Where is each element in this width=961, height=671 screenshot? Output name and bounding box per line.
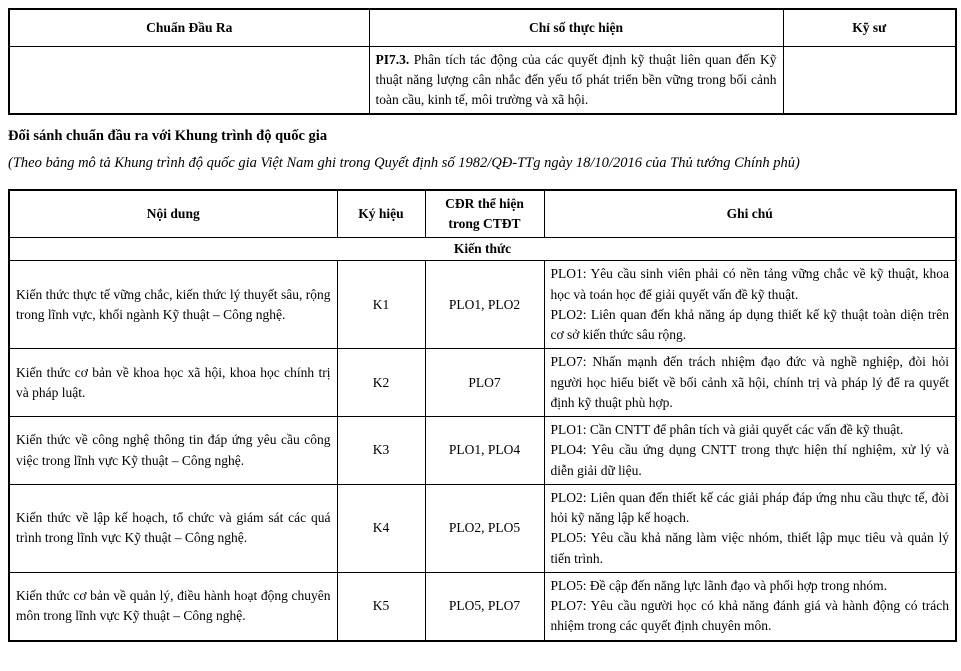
symbol-cell: K5: [337, 572, 425, 640]
pi-description: Phân tích tác động của các quyết định kỹ thuật liên quan đến Kỹ thuật năng lượng cân nhắc đến yếu tố phát triển bền vững trong bối cảnh toàn cầu, kinh tế, môi trường và xã hội.: [375, 51, 777, 107]
table1-header-indicator: Chỉ số thực hiện: [369, 9, 783, 46]
qualification-framework-table: [8, 189, 957, 642]
cdr-cell: PLO1, PLO2: [425, 261, 544, 349]
content-cell: Kiến thức thực tế vững chắc, kiến thức lý thuyết sâu, rộng trong lĩnh vực, khối ngành Kỹ thuật – Công nghệ.: [9, 261, 337, 349]
content-cell: Kiến thức về công nghệ thông tin đáp ứng yêu cầu công việc trong lĩnh vực Kỹ thuật – Công nghệ.: [9, 417, 337, 485]
symbol-cell: K1: [337, 261, 425, 349]
content-cell: Kiến thức cơ bản về quản lý, điều hành hoạt động chuyên môn trong lĩnh vực Kỹ thuật – Công nghệ.: [9, 572, 337, 640]
note-line: PLO2: Liên quan đến khả năng áp dụng thiết kế kỹ thuật toàn diện trên cơ sở kiến thức sâu rộng.: [550, 306, 949, 343]
note-line: PLO1: Yêu cầu sinh viên phải có nền tảng vững chắc về kỹ thuật, khoa học và toán học để giải quyết vấn đề kỹ thuật.: [550, 266, 949, 302]
note-cell: [544, 261, 956, 349]
table1-header-engineer: Kỹ sư: [783, 9, 956, 46]
cdr-cell: PLO5, PLO7: [425, 572, 544, 640]
outcome-indicator-table: [8, 8, 957, 115]
cdr-cell: PLO2, PLO5: [425, 484, 544, 572]
section-subheading: (Theo bảng mô tả Khung trình độ quốc gia Việt Nam ghi trong Quyết định số 1982/QĐ-TTg ngày 18/10/2016 của Thủ tướng Chính phủ): [8, 155, 800, 172]
section-heading: Đối sánh chuẩn đầu ra với Khung trình độ quốc gia: [8, 128, 328, 145]
table-row: [9, 417, 956, 485]
symbol-cell: K3: [337, 417, 425, 485]
table1-header-row: [9, 9, 956, 46]
section-label: Kiến thức: [9, 238, 956, 261]
table-row: [9, 572, 956, 640]
note-cell: [544, 572, 956, 640]
note-cell: [544, 417, 956, 485]
table2-header-content: Nội dung: [9, 190, 337, 238]
note-line: PLO1: Cần CNTT để phân tích và giải quyết các vấn đề kỹ thuật.: [550, 422, 904, 438]
table2-header-cdr: CĐR thể hiện trong CTĐT: [425, 190, 544, 238]
table-row: [9, 261, 956, 349]
note-line: PLO7: Yêu cầu người học có khả năng đánh giá và hành động có trách nhiệm trong các quyết định chuyên môn.: [550, 598, 949, 634]
cdr-cell: PLO7: [425, 349, 544, 417]
symbol-cell: K4: [337, 484, 425, 572]
note-line: PLO5: Đề cập đến năng lực lãnh đạo và phối hợp trong nhóm.: [550, 577, 888, 593]
symbol-cell: K2: [337, 349, 425, 417]
table2-header-symbol: Ký hiệu: [337, 190, 425, 238]
table1-row: [9, 46, 956, 114]
pi-code: PI7.3.: [375, 51, 410, 67]
note-line: PLO7: Nhấn mạnh đến trách nhiệm đạo đức và nghề nghiệp, đòi hỏi người học hiểu biết về bối cảnh xã hội, chính trị và pháp lý để ra quyết định kỹ thuật phù hợp.: [550, 354, 949, 410]
table1-header-outcome: Chuẩn Đầu Ra: [9, 9, 369, 46]
table1-engineer-cell: [783, 46, 956, 114]
table2-header-note: Ghi chú: [544, 190, 956, 238]
note-line: PLO2: Liên quan đến thiết kế các giải pháp đáp ứng nhu cầu thực tế, đòi hỏi kỹ năng lập kế hoạch.: [550, 489, 949, 526]
table-row: [9, 484, 956, 572]
note-line: PLO5: Yêu cầu khả năng làm việc nhóm, thiết lập mục tiêu và quản lý tiến trình.: [550, 530, 949, 566]
note-line: PLO4: Yêu cầu ứng dụng CNTT trong thực hiện thí nghiệm, xử lý và diễn giải dữ liệu.: [550, 442, 949, 478]
table2-body: [9, 261, 956, 641]
table1-indicator-cell: [369, 46, 783, 114]
table-row: [9, 349, 956, 417]
table2-section-row: [9, 238, 956, 261]
note-cell: [544, 349, 956, 417]
cdr-cell: PLO1, PLO4: [425, 417, 544, 485]
note-cell: [544, 484, 956, 572]
table1-outcome-cell: [9, 46, 369, 114]
content-cell: Kiến thức về lập kế hoạch, tổ chức và giám sát các quá trình trong lĩnh vực Kỹ thuật – Công nghệ.: [9, 484, 337, 572]
table2-header-row: [9, 190, 956, 238]
content-cell: Kiến thức cơ bản về khoa học xã hội, khoa học chính trị và pháp luật.: [9, 349, 337, 417]
